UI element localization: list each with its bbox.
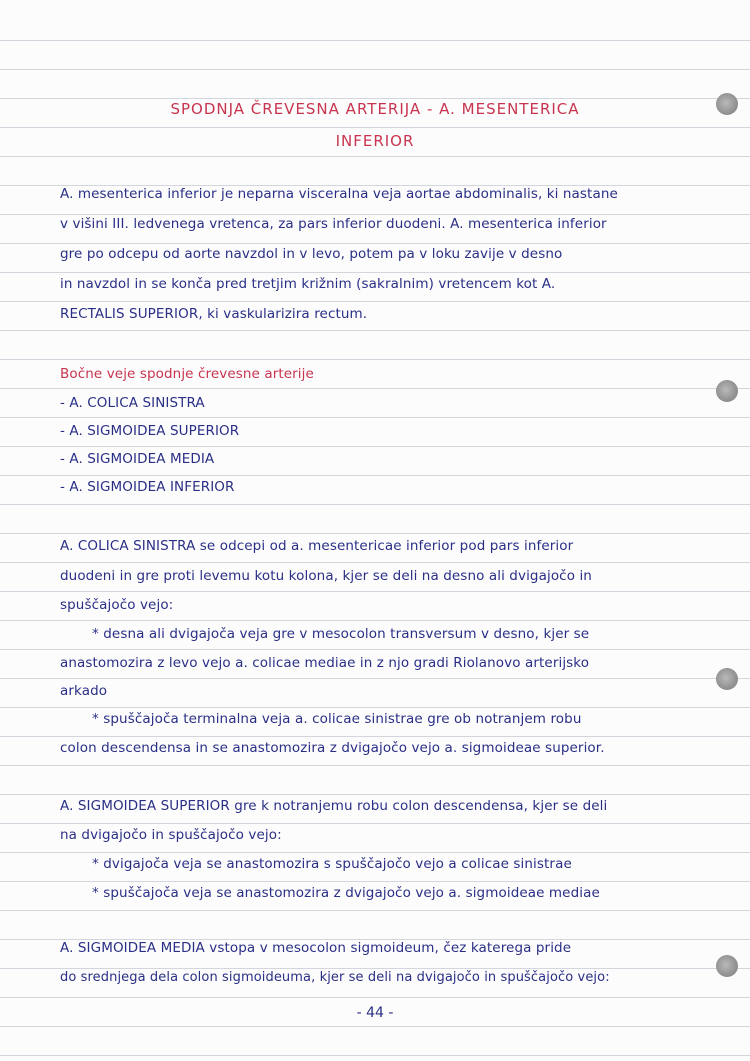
colica-line: duodeni in gre proti levemu kotu kolona, kjer se deli na desno ali dvigajočo in	[60, 568, 592, 584]
sig-sup-line: A. SIGMOIDEA SUPERIOR gre k notranjemu robu colon descendensa, kjer se deli	[60, 798, 608, 814]
intro-line: A. mesenterica inferior je neparna visceralna veja aortae abdominalis, ki nastane	[60, 186, 618, 202]
page-number: - 44 -	[356, 1005, 394, 1021]
colica-point: anastomozira z levo vejo a. colicae mediae in z njo gradi Riolanovo arterijsko	[60, 655, 590, 671]
sig-sup-point: * spuščajoča veja se anastomozira z dvigajočo vejo a. sigmoideae mediae	[92, 885, 600, 901]
binder-hole	[716, 668, 738, 690]
colica-line: A. COLICA SINISTRA se odcepi od a. mesentericae inferior pod pars inferior	[60, 538, 574, 554]
page-title: SPODNJA ČREVESNA ARTERIJA - A. MESENTERICA	[170, 100, 580, 118]
intro-line: in navzdol in se konča pred tretjim križnim (sakralnim) vretencem kot A.	[60, 276, 556, 292]
branch-item: - A. COLICA SINISTRA	[60, 395, 205, 411]
colica-point: colon descendensa in se anastomozira z dvigajočo vejo a. sigmoideae superior.	[60, 740, 605, 756]
colica-point: arkado	[60, 683, 108, 699]
sig-media-line: A. SIGMOIDEA MEDIA vstopa v mesocolon sigmoideum, čez katerega pride	[60, 940, 572, 956]
colica-point: * desna ali dvigajoča veja gre v mesocolon transversum v desno, kjer se	[92, 626, 590, 642]
intro-line: v višini III. ledvenega vretenca, za pars inferior duodeni. A. mesenterica inferior	[60, 216, 607, 232]
sig-media-line: do srednjega dela colon sigmoideuma, kjer se deli na dvigajočo in spuščajočo vejo:	[60, 970, 610, 985]
page-title-continued: INFERIOR	[335, 132, 415, 150]
binder-hole	[716, 955, 738, 977]
branch-item: - A. SIGMOIDEA MEDIA	[60, 451, 215, 467]
branches-heading: Bočne veje spodnje črevesne arterije	[60, 366, 314, 382]
branch-item: - A. SIGMOIDEA SUPERIOR	[60, 423, 240, 439]
colica-point: * spuščajoča terminalna veja a. colicae sinistrae gre ob notranjem robu	[92, 711, 582, 727]
colica-line: spuščajočo vejo:	[60, 597, 174, 613]
binder-hole	[716, 380, 738, 402]
branch-item: - A. SIGMOIDEA INFERIOR	[60, 479, 235, 495]
intro-line: RECTALIS SUPERIOR, ki vaskularizira rectum.	[60, 306, 368, 322]
sig-sup-point: * dvigajoča veja se anastomozira s spuščajočo vejo a colicae sinistrae	[92, 856, 572, 872]
intro-line: gre po odcepu od aorte navzdol in v levo, potem pa v loku zavije v desno	[60, 246, 563, 262]
sig-sup-line: na dvigajočo in spuščajočo vejo:	[60, 827, 282, 843]
